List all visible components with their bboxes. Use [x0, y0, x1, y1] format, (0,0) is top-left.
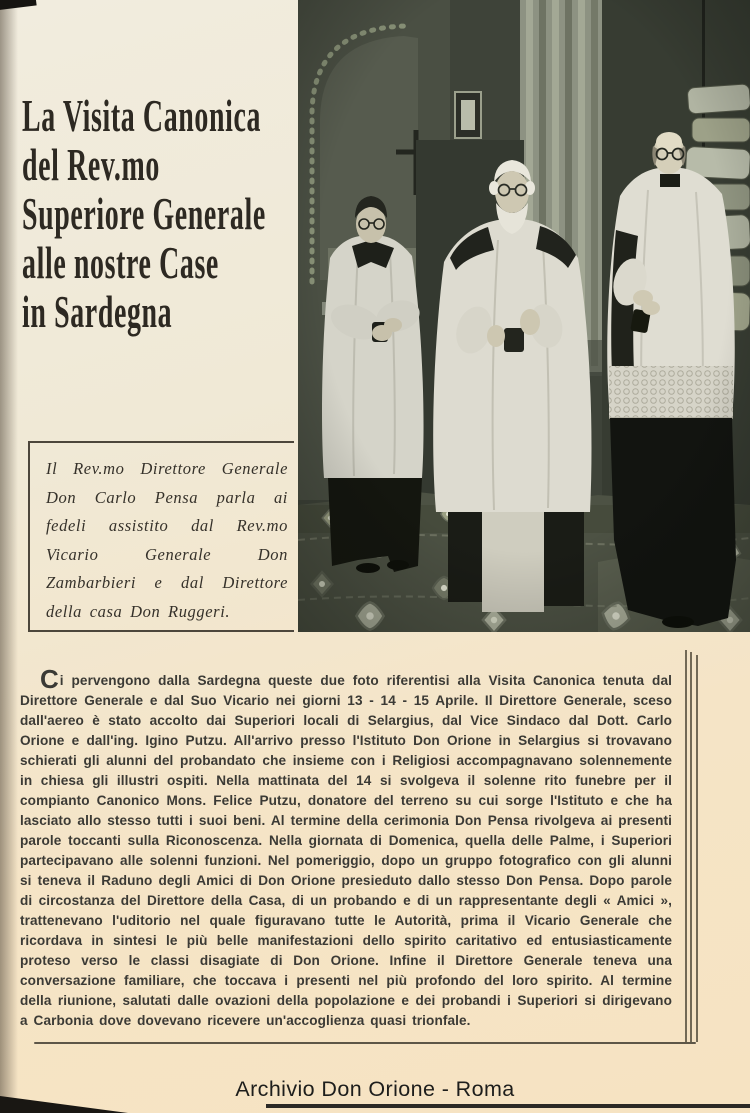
page-title-line: Superiore Generale [22, 189, 266, 240]
page-edge-line [685, 650, 687, 1042]
article-drop-cap: C [40, 663, 60, 694]
page-edge-line [690, 652, 692, 1042]
photo-caption-box [28, 441, 294, 632]
archive-stamp: Archivio Don Orione - Roma [235, 1077, 515, 1101]
article-body [20, 663, 672, 1031]
scan-corner-mark [0, 0, 37, 11]
page-title-line: in Sardegna [22, 287, 173, 338]
page-title [22, 92, 307, 337]
scan-left-shadow [0, 0, 18, 1113]
page-title-line: La Visita Canonica [22, 91, 262, 142]
article-text: i pervengono dalla Sardegna queste due foto riferentisi alla Visita Canonica tenuta dal Direttore Generale e dal Suo Vicario nei giorni 13 - 14 - 15 Aprile. Il Direttore Generale, sceso dall'aereo è stato accolto dai Superiori locali di Selargius, dal Vice Sindaco dal Dott. Carlo Orione e dall'ing. Igino Putzu. All'arrivo presso l'Istituto Don Orione in Selargius si trovavano schierati gli alunni del probandato che insieme con i Religiosi accompagnavano solennemente in chiesa gli illustri ospiti. Nella mattinata del 14 si svolgeva il solenne rito funebre per il compianto Canonico Mons. Felice Putzu, donatore del terreno su cui sorge l'Istituto e che ha lasciato allo stesso tutti i suoi beni. Al termine della cerimonia Don Pensa rivolgeva ai presenti parole toccanti sulla Riconoscenza. Nella giornata di Domenica, quella delle Palme, i Superiori partecipavano alle solenni funzioni. Nel pomeriggio, dopo un gruppo fotografico con gli alunni si teneva il Raduno degli Amici di Don Orione presieduto dallo stesso Don Pensa. Dopo parole di circostanza del Direttore della Casa, di un probando e di un rappresentante degli « Amici », trattenevano l'uditorio nel quale figuravano tutte le Autorità, prima il Vicario Generale che ricordava in sintesi le più belle manifestazioni dello spirito caritativo ed entusiasticamente proteso verso le classi disagiate di Don Orione. Infine il Direttore Generale teneva una conversazione familiare, che toccava i presenti nel più profondo del loro spirito. Al termine della riunione, salutati dalle ovazioni della popolazione e dei probandi i Superiori si dirigevano a Carbonia dove dovevano ricevere un'accoglienza quasi trionfale. [20, 672, 672, 1028]
page-title-line: alle nostre Case [22, 238, 219, 289]
archive-stamp-underline [266, 1104, 750, 1108]
page-title-line: del Rev.mo [22, 140, 160, 191]
photo-caption-text: Il Rev.mo Direttore Generale Don Carlo Pensa parla ai fedeli assistito dal Rev.mo Vicario Generale Don Zambarbieri e dal Direttore della casa Don Ruggeri. [46, 459, 288, 621]
page-edge-line [696, 655, 698, 1042]
bottom-thin-rule [34, 1042, 696, 1044]
church-ceremony-photo [298, 0, 750, 632]
